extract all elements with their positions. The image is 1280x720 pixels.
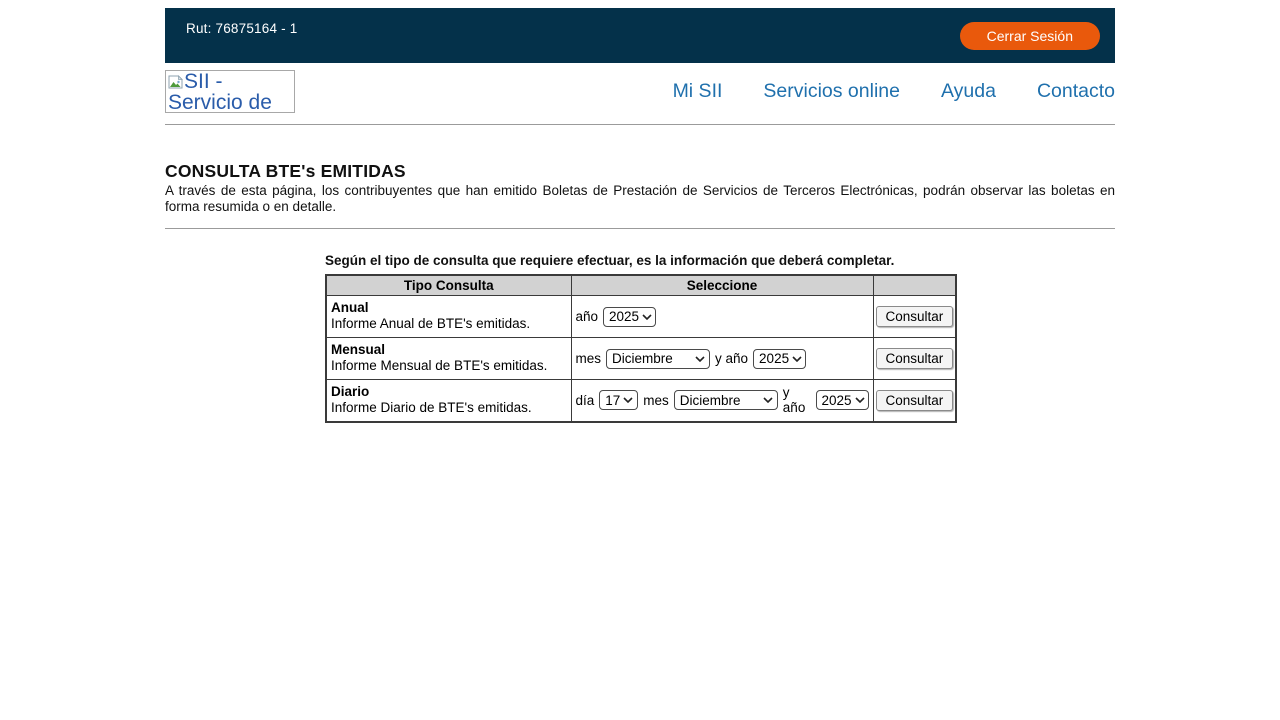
- page-description: A través de esta página, los contribuyentes que han emitido Boletas de Prestación de Servicios de Terceros Electrónicas, podrán observar las boletas en forma resumida o en detalle.: [165, 183, 1115, 214]
- mensual-year-select[interactable]: 2025: [753, 349, 806, 369]
- row-type-description: Informe Diario de BTE's emitidas.: [331, 399, 532, 415]
- col-header-tipo-consulta: Tipo Consulta: [326, 275, 571, 296]
- consulta-table: [325, 274, 957, 423]
- anual-year-label: año: [575, 309, 599, 324]
- table-row-mensual: [326, 338, 956, 380]
- content-divider: [165, 228, 1115, 229]
- header-divider: [165, 124, 1115, 125]
- consultar-mensual-button[interactable]: Consultar: [876, 348, 954, 369]
- row-type-description: Informe Mensual de BTE's emitidas.: [331, 358, 548, 373]
- mensual-month-select[interactable]: Diciembre: [606, 349, 710, 369]
- row-type-description: Informe Anual de BTE's emitidas.: [331, 316, 531, 331]
- logo-link[interactable]: [165, 70, 295, 113]
- diario-year-label: y año: [782, 385, 806, 416]
- col-header-seleccione: Seleccione: [571, 275, 873, 296]
- row-type-label: Anual: [331, 300, 369, 315]
- table-header-row: [326, 275, 956, 296]
- rut-label: Rut: 76875164 - 1: [186, 21, 298, 36]
- consulta-section: [325, 253, 955, 423]
- consultar-diario-button[interactable]: Consultar: [876, 390, 954, 411]
- nav-item-mi-sii[interactable]: Mi SII: [672, 80, 723, 102]
- nav-item-ayuda[interactable]: Ayuda: [940, 80, 996, 102]
- diario-year-select[interactable]: 2025: [816, 390, 869, 410]
- chevron-down-icon: [642, 314, 652, 320]
- content-container: [165, 8, 1115, 423]
- table-row-anual: [326, 296, 956, 338]
- nav-item-servicios-online[interactable]: Servicios online: [763, 80, 900, 102]
- col-header-actions: [873, 275, 956, 296]
- chevron-down-icon: [855, 397, 865, 403]
- logout-button[interactable]: Cerrar Sesión: [960, 22, 1100, 50]
- session-bar: [165, 8, 1115, 63]
- chevron-down-icon: [623, 397, 633, 403]
- row-type-label: Mensual: [331, 342, 386, 357]
- instruction-text: Según el tipo de consulta que requiere efectuar, es la información que deberá completar.: [325, 253, 895, 268]
- row-type-label: Diario: [331, 383, 370, 399]
- header-nav-row: [165, 70, 1115, 113]
- page-title: CONSULTA BTE's EMITIDAS: [165, 161, 406, 181]
- chevron-down-icon: [792, 356, 802, 362]
- mensual-month-label: mes: [575, 351, 602, 366]
- chevron-down-icon: [763, 397, 773, 403]
- nav-item-contacto[interactable]: Contacto: [1036, 80, 1115, 102]
- broken-image-icon: [168, 73, 183, 93]
- chevron-down-icon: [695, 356, 705, 362]
- diario-day-select[interactable]: 17: [599, 390, 638, 410]
- diario-day-label: día: [575, 392, 595, 408]
- consultar-anual-button[interactable]: Consultar: [876, 306, 954, 327]
- main-nav: [673, 80, 1115, 103]
- diario-month-label: mes: [643, 392, 669, 408]
- table-row-diario: [326, 380, 956, 422]
- anual-year-select[interactable]: 2025: [603, 307, 656, 327]
- mensual-year-label: y año: [715, 351, 749, 366]
- diario-month-select[interactable]: Diciembre: [674, 390, 778, 410]
- logo-alt-text: SII - Servicio de: [168, 70, 272, 113]
